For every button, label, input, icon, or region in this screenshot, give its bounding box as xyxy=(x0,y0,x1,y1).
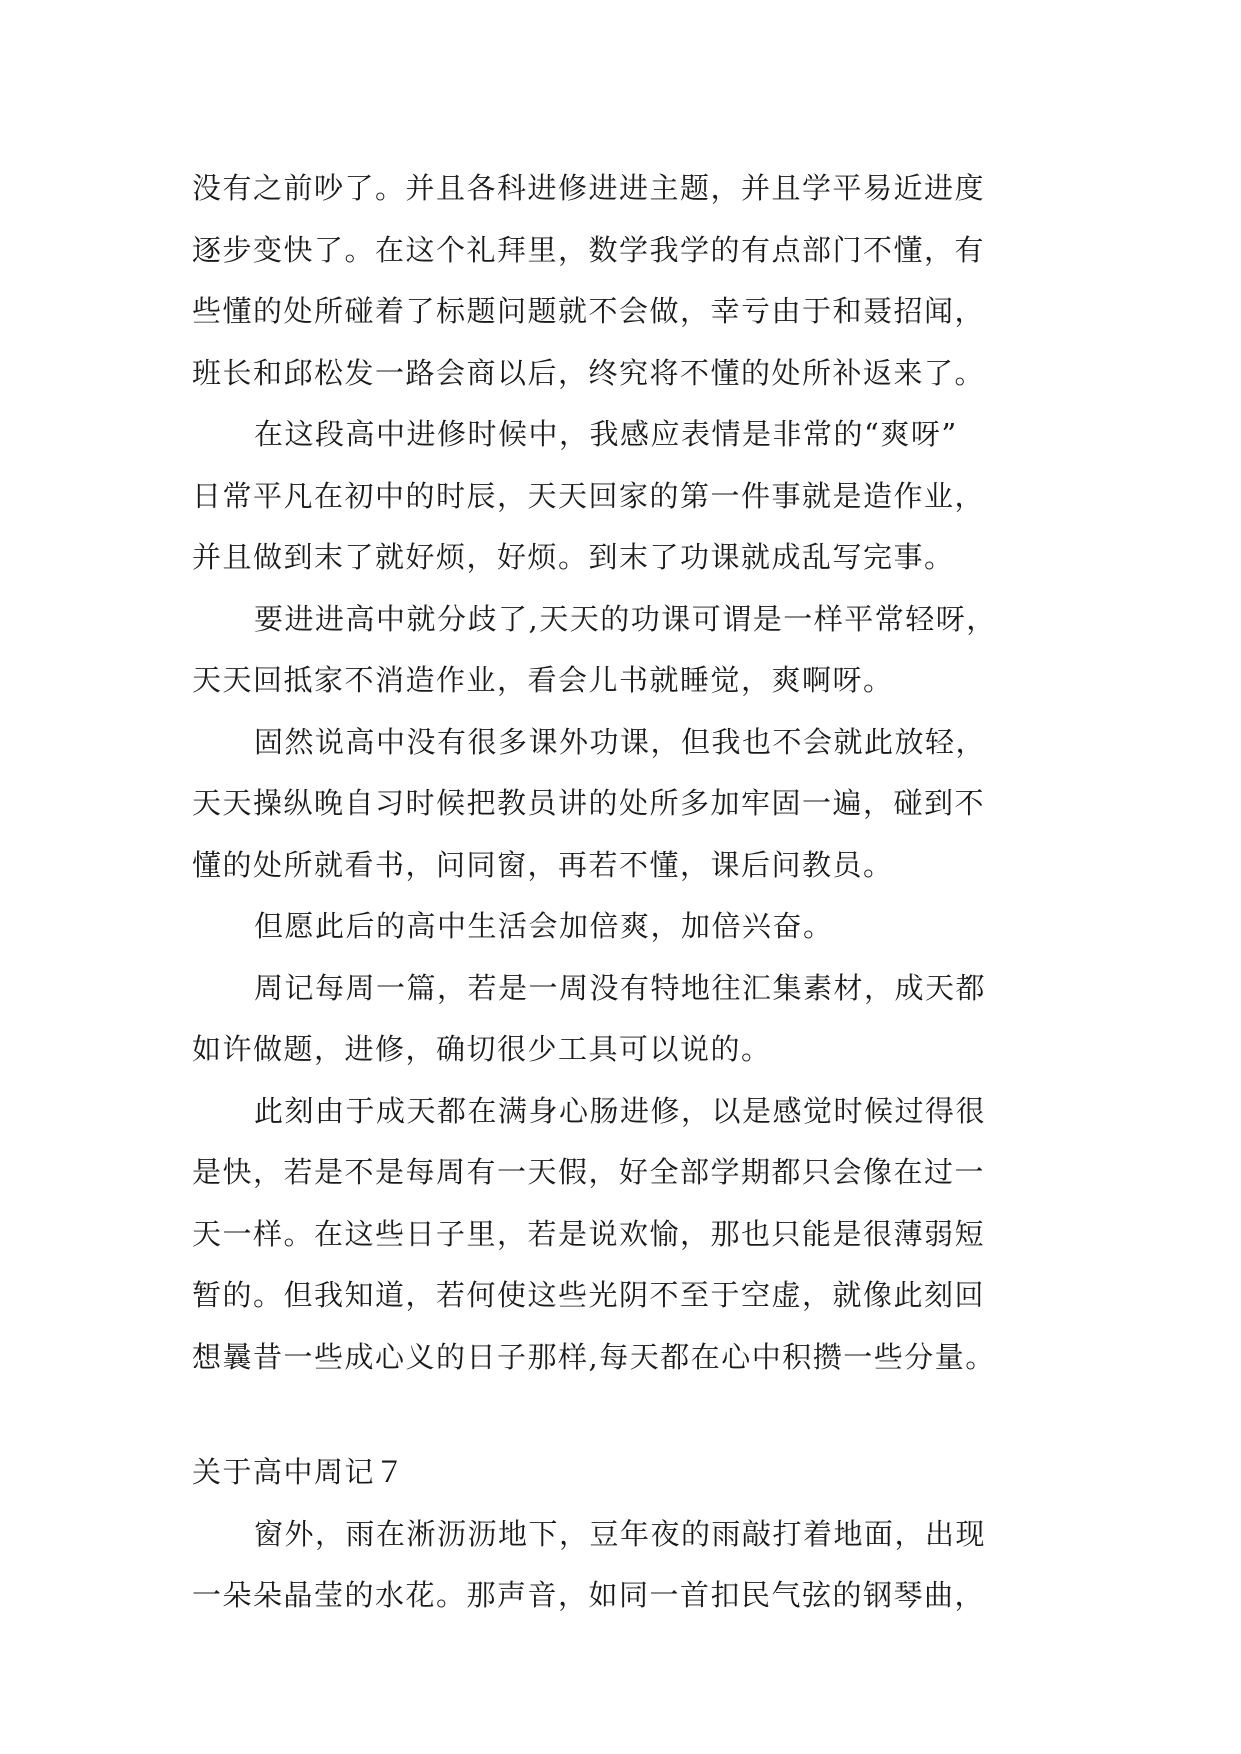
text-line: 但愿此后的高中生活会加倍爽，加倍兴奋。 xyxy=(254,909,834,943)
text-line: 在这段高中进修时候中，我感应表情是非常的“爽呀” xyxy=(254,417,958,451)
document-page xyxy=(192,158,1072,1627)
paragraph-6 xyxy=(192,958,1072,1081)
paragraph-7 xyxy=(192,1081,1072,1389)
text-line: 此刻由于成天都在满身心肠进修，以是感觉时候过得很 xyxy=(254,1093,987,1128)
text-line: 些懂的处所碰着了标题问题就不会做，幸亏由于和聂招闻， xyxy=(192,294,986,328)
text-line: 并且做到末了就好烦，好烦。到末了功课就成乱写完事。 xyxy=(192,540,955,574)
text-line: 天天操纵晚自习时候把教员讲的处所多加牢固一遍，碰到不 xyxy=(192,786,986,820)
text-line: 是快，若是不是每周有一天假，好全部学期都只会像在过一 xyxy=(192,1155,986,1189)
text-line: 暂的。但我知道，若何使这些光阴不至于空虚，就像此刻回 xyxy=(192,1278,986,1312)
paragraph-3 xyxy=(192,589,1072,712)
text-line: 逐步变快了。在这个礼拜里，数学我学的有点部门不懂，有 xyxy=(192,232,986,267)
text-line: 一朵朵晶莹的水花。那声音，如同一首扣民气弦的钢琴曲， xyxy=(192,1578,986,1612)
text-line: 窗外，雨在淅沥沥地下，豆年夜的雨敲打着地面，出现 xyxy=(254,1516,987,1551)
text-line: 班长和邱松发一路会商以后，终究将不懂的处所补返来了。 xyxy=(192,355,986,390)
text-line: 天天回抵家不消造作业，看会儿书就睡觉，爽啊呀。 xyxy=(192,663,894,697)
text-line: 如许做题，进修，确切很少工具可以说的。 xyxy=(192,1032,772,1066)
paragraph-4 xyxy=(192,712,1072,897)
text-line: 固然说高中没有很多课外功课，但我也不会就此放轻， xyxy=(254,724,987,759)
paragraph-2 xyxy=(192,404,1072,589)
paragraph-5 xyxy=(192,896,1072,958)
text-line: 想曩昔一些成心义的日子那样,每天都在心中积攒一些分量。 xyxy=(192,1339,996,1374)
text-line: 周记每周一篇，若是一周没有特地往汇集素材，成天都 xyxy=(254,970,987,1005)
text-line: 天一样。在这些日子里，若是说欢愉，那也只能是很薄弱短 xyxy=(192,1216,986,1251)
text-line: 没有之前吵了。并且各科进修进进主题，并且学平易近进度 xyxy=(192,171,986,205)
paragraph-8 xyxy=(192,1504,1072,1627)
text-line: 日常平凡在初中的时辰，天天回家的第一件事就是造作业， xyxy=(192,478,986,513)
paragraph-1 xyxy=(192,158,1072,404)
section-heading: 关于高中周记７ xyxy=(192,1455,406,1489)
text-line: 要进进高中就分歧了,天天的功课可谓是一样平常轻呀， xyxy=(254,601,997,636)
text-line: 懂的处所就看书，问同窗，再若不懂，课后问教员。 xyxy=(192,847,894,882)
